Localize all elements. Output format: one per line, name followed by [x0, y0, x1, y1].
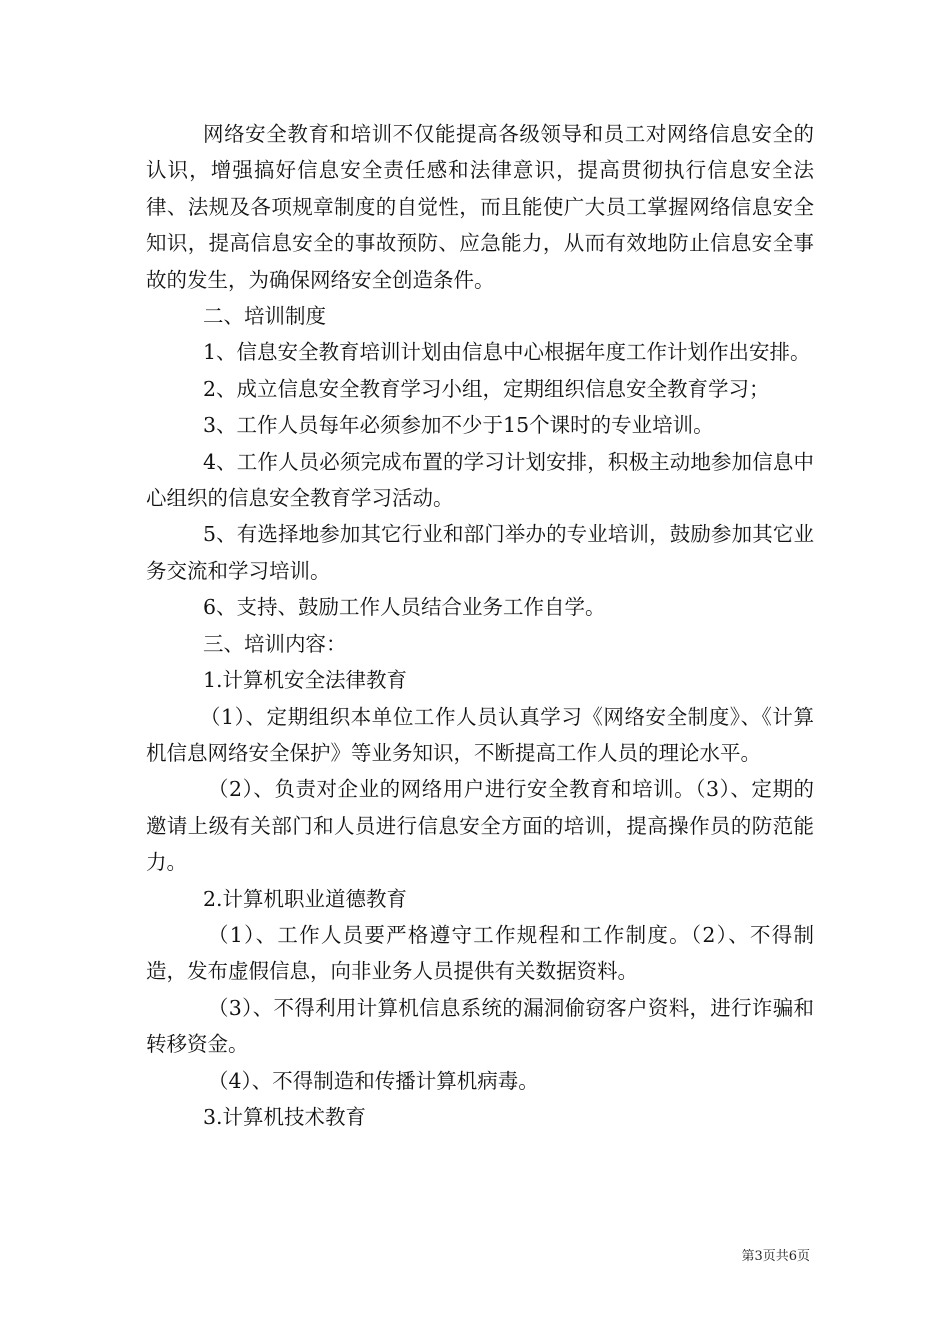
subheading-tech-education: 3.计算机技术教育 [203, 1104, 367, 1129]
paragraph-system-1: 1、信息安全教育培训计划由信息中心根据年度工作计划作出安排。 [203, 340, 811, 365]
paragraph-ethics-3: （3）、不得利用计算机信息系统的漏洞偷窃客户资料，进行诈骗和转移资金。 [146, 995, 814, 1057]
paragraph-system-5: 5、有选择地参加其它行业和部门举办的专业培训，鼓励参加其它业务交流和学习培训。 [146, 522, 814, 583]
subheading-ethics-education: 2.计算机职业道德教育 [203, 886, 408, 911]
paragraph-system-4: 4、工作人员必须完成布置的学习计划安排，积极主动地参加信息中心组织的信息安全教育学习活动。 [146, 449, 814, 511]
heading-training-content: 三、培训内容： [203, 631, 347, 656]
paragraph-ethics-1: （1）、工作人员要严格遵守工作规程和工作制度。（2）、不得制造，发布虚假信息，向非业务人员提供有关数据资料。 [146, 922, 814, 984]
document-body [146, 116, 814, 1135]
page-number: 第3页共6页 [741, 1249, 810, 1264]
paragraph-law-1: （1）、定期组织本单位工作人员认真学习《网络安全制度》、《计算机信息网络安全保护》等业务知识，不断提高工作人员的理论水平。 [146, 704, 814, 765]
paragraph-ethics-4: （4）、不得制造和传播计算机病毒。 [208, 1068, 539, 1093]
paragraph-system-6: 6、支持、鼓励工作人员结合业务工作自学。 [203, 595, 606, 620]
subheading-law-education: 1.计算机安全法律教育 [203, 668, 408, 693]
heading-training-system: 二、培训制度 [203, 304, 326, 329]
paragraph-intro: 网络安全教育和培训不仅能提高各级领导和员工对网络信息安全的认识，增强搞好信息安全责任感和法律意识，提高贯彻执行信息安全法律、法规及各项规章制度的自觉性，而且能使广大员工掌握网络信息安全知识，提高信息安全的事故预防、应急能力，从而有效地防止信息安全事故的发生，为确保网络安全创造条件。 [146, 122, 814, 292]
paragraph-law-2: （2）、负责对企业的网络用户进行安全教育和培训。（3）、定期的邀请上级有关部门和人员进行信息安全方面的培训，提高操作员的防范能力。 [146, 777, 814, 875]
paragraph-system-3: 3、工作人员每年必须参加不少于15个课时的专业培训。 [203, 413, 714, 438]
paragraph-system-2: 2、成立信息安全教育学习小组，定期组织信息安全教育学习； [203, 376, 770, 401]
